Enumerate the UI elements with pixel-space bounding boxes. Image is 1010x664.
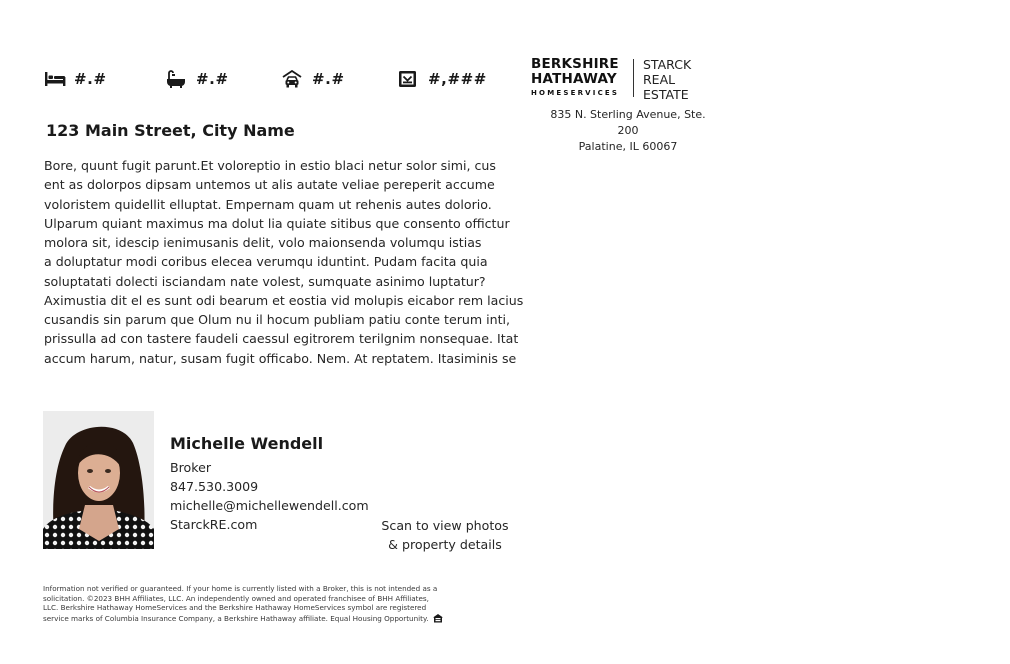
property-description: [44, 156, 524, 368]
office-address: [540, 107, 716, 155]
bedrooms-value: #.#: [74, 70, 107, 88]
description-line: Ulparum quiant maximus ma dolut lia quiate sitibus que consento offictur: [44, 215, 510, 231]
description-line: Bore, quunt fugit parunt.Et voloreptio in estio blaci netur solor simi, cus: [44, 158, 496, 173]
logo-divider: [633, 59, 634, 97]
stat-square-footage: [398, 68, 487, 90]
office-city: Palatine, IL 60067: [578, 140, 678, 153]
disclaimer-line: LLC. Berkshire Hathaway HomeServices and the Berkshire Hathaway HomeServices symbol are registered: [43, 603, 427, 613]
garage-icon: [282, 68, 306, 90]
square-footage-value: #,###: [428, 70, 487, 88]
agent-photo: [43, 411, 154, 549]
bathtub-icon: [166, 68, 190, 90]
stat-bedrooms: [44, 68, 107, 90]
logo-line: BERKSHIRE: [531, 56, 619, 72]
bed-icon: [44, 68, 68, 90]
agent-title: Broker: [170, 460, 212, 475]
equal-housing-icon: [432, 613, 444, 626]
disclaimer-line: service marks of Columbia Insurance Company, a Berkshire Hathaway affiliate. Equal Housing Opportunity.: [43, 613, 429, 623]
scan-cta: [380, 516, 510, 554]
stat-garage: [282, 68, 345, 90]
agent-phone[interactable]: 847.530.3009: [170, 479, 259, 494]
starck-logo: [643, 57, 691, 102]
description-line: voloristem quidellit elluptat. Empernam quam ut rehenis autes dolorio.: [44, 196, 492, 212]
disclaimer-line: Information not verified or guaranteed. If your home is currently listed with a Broker, this is not intended as a: [43, 584, 438, 593]
partner-line: STARCK: [643, 57, 692, 72]
square-footage-icon: [398, 68, 422, 90]
description-line: ent as dolorpos dipsam untemos ut alis autate veliae pereperit accume: [44, 177, 495, 193]
partner-line: REAL ESTATE: [643, 72, 689, 102]
disclaimer-line: solicitation. ©2023 BHH Affiliates, LLC. An independently owned and operated franchisee of BHH Affiliates,: [43, 593, 429, 603]
property-stats: [44, 68, 494, 92]
agent-email[interactable]: michelle@michellewendell.com: [170, 498, 369, 513]
agent-name: Michelle Wendell: [170, 434, 324, 453]
berkshire-hathaway-logo: [531, 57, 619, 97]
description-line: cusandis sin parum que Olum nu il hocum publiam patiu conte terum inti,: [44, 312, 511, 327]
description-line: prissulla ad con tastere faudeli caessul egitrorem terilgnim nonsequae. Itat: [44, 331, 519, 347]
logo-line: HATHAWAY: [531, 71, 617, 87]
description-line: a doluptatur modi coribus elecea verumqu iduntint. Pudam facita quia: [44, 254, 488, 270]
garage-value: #.#: [312, 70, 345, 88]
agent-website[interactable]: StarckRE.com: [170, 517, 258, 532]
property-address: 123 Main Street, City Name: [46, 121, 295, 140]
description-line: accum harum, natur, susam fugit officabo. Nem. At reptatem. Itasiminis se: [44, 350, 517, 366]
office-street: 835 N. Sterling Avenue, Ste. 200: [550, 108, 706, 137]
legal-disclaimer: [43, 584, 483, 625]
agent-info: [170, 434, 369, 534]
description-line: molora sit, idescip ienimusanis delit, volo maionsenda volumqu istias: [44, 235, 482, 250]
logo-line: HOMESERVICES: [531, 89, 620, 97]
scan-cta-line: & property details: [388, 537, 502, 552]
description-line: soluptatati dolecti isciandam nate volest, sumquate asinimo luptatur?: [44, 273, 486, 289]
bathrooms-value: #.#: [196, 70, 229, 88]
stat-bathrooms: [166, 68, 229, 90]
scan-cta-line: Scan to view photos: [381, 518, 509, 533]
disclaimer-line-last: [43, 613, 483, 626]
description-line: Aximustia dit el es sunt odi bearum et eostia vid molupis eicabor rem lacius: [44, 292, 524, 308]
